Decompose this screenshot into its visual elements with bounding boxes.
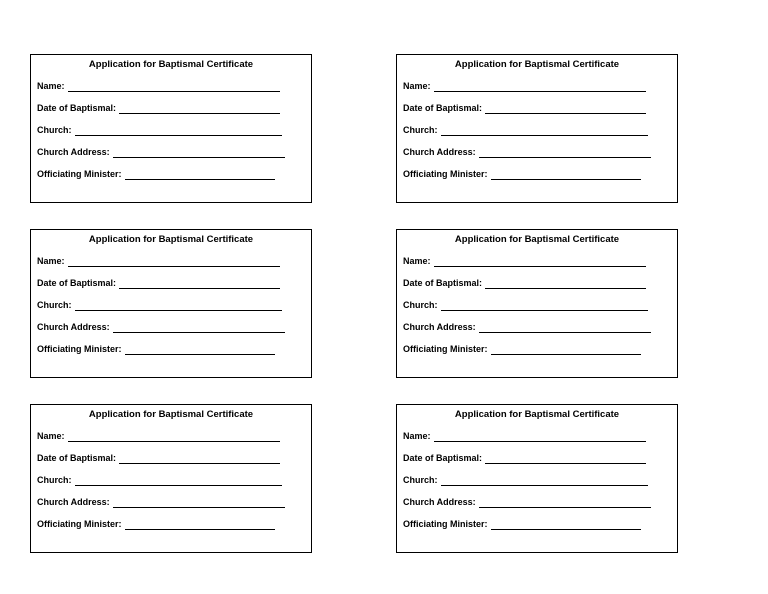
name-label: Name: — [37, 431, 65, 441]
church-address-field-row — [403, 322, 651, 333]
officiating-minister-label: Officiating Minister: — [403, 519, 488, 529]
church-address-blank-line[interactable] — [113, 323, 285, 333]
church-address-label: Church Address: — [37, 322, 110, 332]
application-card-4 — [396, 229, 678, 378]
date-of-baptismal-field-row — [37, 278, 280, 289]
officiating-minister-blank-line[interactable] — [491, 345, 641, 355]
name-blank-line[interactable] — [434, 432, 646, 442]
card-title: Application for Baptismal Certificate — [454, 409, 620, 420]
church-address-field-row — [37, 147, 285, 158]
church-field-row — [403, 475, 648, 486]
church-address-label: Church Address: — [403, 147, 476, 157]
date-of-baptismal-blank-line[interactable] — [119, 454, 280, 464]
name-blank-line[interactable] — [434, 82, 646, 92]
name-label: Name: — [37, 81, 65, 91]
officiating-minister-blank-line[interactable] — [125, 170, 275, 180]
officiating-minister-label: Officiating Minister: — [403, 169, 488, 179]
name-label: Name: — [403, 431, 431, 441]
church-field-row — [37, 475, 282, 486]
church-blank-line[interactable] — [75, 476, 282, 486]
name-field-row — [403, 256, 646, 267]
date-of-baptismal-blank-line[interactable] — [485, 104, 646, 114]
church-blank-line[interactable] — [441, 476, 648, 486]
church-address-label: Church Address: — [403, 497, 476, 507]
name-field-row — [403, 431, 646, 442]
church-address-label: Church Address: — [37, 147, 110, 157]
date-of-baptismal-blank-line[interactable] — [119, 279, 280, 289]
date-of-baptismal-field-row — [403, 103, 646, 114]
date-of-baptismal-label: Date of Baptismal: — [403, 453, 483, 463]
church-address-field-row — [37, 497, 285, 508]
church-address-blank-line[interactable] — [479, 498, 651, 508]
date-of-baptismal-field-row — [403, 453, 646, 464]
officiating-minister-field-row — [37, 169, 275, 180]
date-of-baptismal-label: Date of Baptismal: — [403, 278, 483, 288]
officiating-minister-blank-line[interactable] — [125, 520, 275, 530]
church-label: Church: — [37, 125, 72, 135]
church-field-row — [403, 300, 648, 311]
officiating-minister-label: Officiating Minister: — [37, 344, 122, 354]
application-card-1 — [30, 54, 312, 203]
officiating-minister-field-row — [37, 344, 275, 355]
church-address-field-row — [403, 497, 651, 508]
church-field-row — [403, 125, 648, 136]
application-card-2 — [396, 54, 678, 203]
date-of-baptismal-label: Date of Baptismal: — [37, 453, 117, 463]
date-of-baptismal-blank-line[interactable] — [485, 279, 646, 289]
church-address-field-row — [37, 322, 285, 333]
date-of-baptismal-label: Date of Baptismal: — [37, 103, 117, 113]
date-of-baptismal-field-row — [403, 278, 646, 289]
application-card-6 — [396, 404, 678, 553]
church-blank-line[interactable] — [75, 301, 282, 311]
application-card-3 — [30, 229, 312, 378]
name-field-row — [37, 431, 280, 442]
officiating-minister-blank-line[interactable] — [491, 170, 641, 180]
church-label: Church: — [403, 300, 438, 310]
officiating-minister-label: Officiating Minister: — [37, 169, 122, 179]
name-field-row — [403, 81, 646, 92]
card-title: Application for Baptismal Certificate — [88, 409, 254, 420]
church-blank-line[interactable] — [441, 126, 648, 136]
officiating-minister-field-row — [403, 169, 641, 180]
name-field-row — [37, 81, 280, 92]
card-title: Application for Baptismal Certificate — [454, 234, 620, 245]
name-blank-line[interactable] — [68, 432, 280, 442]
officiating-minister-field-row — [403, 344, 641, 355]
card-title: Application for Baptismal Certificate — [88, 234, 254, 245]
date-of-baptismal-label: Date of Baptismal: — [37, 278, 117, 288]
church-field-row — [37, 300, 282, 311]
church-address-blank-line[interactable] — [479, 323, 651, 333]
officiating-minister-blank-line[interactable] — [491, 520, 641, 530]
date-of-baptismal-blank-line[interactable] — [485, 454, 646, 464]
date-of-baptismal-label: Date of Baptismal: — [403, 103, 483, 113]
church-address-blank-line[interactable] — [113, 148, 285, 158]
church-address-field-row — [403, 147, 651, 158]
church-address-label: Church Address: — [403, 322, 476, 332]
church-field-row — [37, 125, 282, 136]
church-label: Church: — [37, 475, 72, 485]
date-of-baptismal-field-row — [37, 103, 280, 114]
date-of-baptismal-field-row — [37, 453, 280, 464]
name-label: Name: — [403, 256, 431, 266]
application-card-5 — [30, 404, 312, 553]
church-address-blank-line[interactable] — [113, 498, 285, 508]
church-address-label: Church Address: — [37, 497, 110, 507]
name-blank-line[interactable] — [68, 82, 280, 92]
church-label: Church: — [403, 475, 438, 485]
church-label: Church: — [37, 300, 72, 310]
church-blank-line[interactable] — [75, 126, 282, 136]
card-title: Application for Baptismal Certificate — [454, 59, 620, 70]
name-field-row — [37, 256, 280, 267]
officiating-minister-field-row — [37, 519, 275, 530]
church-blank-line[interactable] — [441, 301, 648, 311]
officiating-minister-field-row — [403, 519, 641, 530]
church-label: Church: — [403, 125, 438, 135]
name-blank-line[interactable] — [434, 257, 646, 267]
card-title: Application for Baptismal Certificate — [88, 59, 254, 70]
church-address-blank-line[interactable] — [479, 148, 651, 158]
officiating-minister-label: Officiating Minister: — [403, 344, 488, 354]
name-blank-line[interactable] — [68, 257, 280, 267]
officiating-minister-label: Officiating Minister: — [37, 519, 122, 529]
name-label: Name: — [403, 81, 431, 91]
date-of-baptismal-blank-line[interactable] — [119, 104, 280, 114]
name-label: Name: — [37, 256, 65, 266]
officiating-minister-blank-line[interactable] — [125, 345, 275, 355]
